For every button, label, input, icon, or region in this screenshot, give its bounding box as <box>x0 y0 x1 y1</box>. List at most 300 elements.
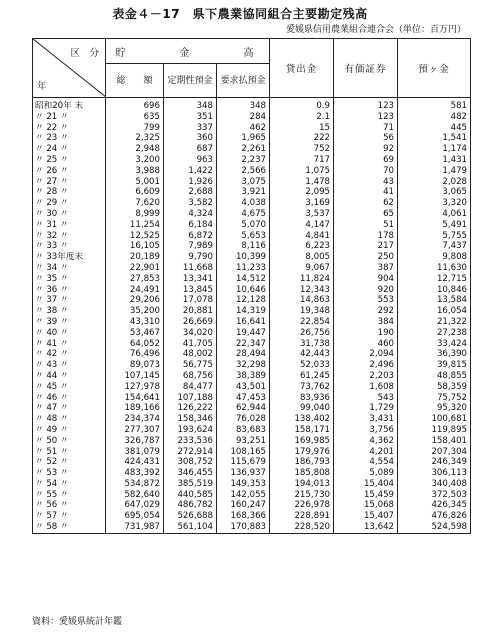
time-deposits-cell: 440,585 <box>164 490 217 501</box>
time-deposits-cell: 17,078 <box>164 295 217 306</box>
year-cell: 〃 23 〃 <box>33 133 106 144</box>
time-deposits-cell: 84,477 <box>164 382 217 393</box>
header-loans: 貸出金 <box>270 39 334 98</box>
loans-cell: 228,520 <box>270 522 334 533</box>
table-row <box>33 144 471 155</box>
loans-cell: 99,040 <box>270 403 334 414</box>
loans-cell: 26,756 <box>270 328 334 339</box>
demand-deposits-cell: 93,251 <box>217 436 270 447</box>
securities-cell: 2,203 <box>334 371 398 382</box>
due-from-banks-cell: 36,390 <box>398 349 471 360</box>
table-row <box>33 295 471 306</box>
loans-cell: 6,223 <box>270 241 334 252</box>
due-from-banks-cell: 3,320 <box>398 198 471 209</box>
time-deposits-cell: 308,752 <box>164 457 217 468</box>
time-deposits-cell: 526,688 <box>164 511 217 522</box>
table-row <box>33 220 471 231</box>
demand-deposits-cell: 5,653 <box>217 231 270 242</box>
year-cell: 〃 33 〃 <box>33 241 106 252</box>
demand-deposits-cell: 108,165 <box>217 447 270 458</box>
demand-deposits-cell: 19,447 <box>217 328 270 339</box>
table-row <box>33 112 471 123</box>
loans-cell: 3,537 <box>270 209 334 220</box>
loans-cell: 752 <box>270 144 334 155</box>
year-cell: 〃 21 〃 <box>33 112 106 123</box>
loans-cell: 228,891 <box>270 511 334 522</box>
year-cell: 〃 27 〃 <box>33 177 106 188</box>
demand-deposits-cell: 348 <box>217 98 270 112</box>
year-cell: 〃 34 〃 <box>33 263 106 274</box>
year-cell: 〃 28 〃 <box>33 187 106 198</box>
loans-cell: 1,075 <box>270 166 334 177</box>
year-cell: 〃 37 〃 <box>33 295 106 306</box>
loans-cell: 3,169 <box>270 198 334 209</box>
year-cell: 〃 43 〃 <box>33 360 106 371</box>
securities-cell: 3,431 <box>334 414 398 425</box>
demand-deposits-cell: 3,075 <box>217 177 270 188</box>
total-deposits-cell: 3,988 <box>106 166 164 177</box>
demand-deposits-cell: 14,512 <box>217 274 270 285</box>
securities-cell: 920 <box>334 285 398 296</box>
loans-cell: 14,863 <box>270 295 334 306</box>
loans-cell: 12,343 <box>270 285 334 296</box>
securities-cell: 15,407 <box>334 511 398 522</box>
loans-cell: 52,033 <box>270 360 334 371</box>
loans-cell: 138,402 <box>270 414 334 425</box>
table-row <box>33 457 471 468</box>
year-cell: 〃 50 〃 <box>33 436 106 447</box>
due-from-banks-cell: 426,345 <box>398 500 471 511</box>
loans-cell: 717 <box>270 155 334 166</box>
demand-deposits-cell: 462 <box>217 123 270 134</box>
time-deposits-cell: 41,705 <box>164 339 217 350</box>
due-from-banks-cell: 9,808 <box>398 252 471 263</box>
total-deposits-cell: 731,987 <box>106 522 164 533</box>
total-deposits-cell: 326,787 <box>106 436 164 447</box>
due-from-banks-cell: 12,715 <box>398 274 471 285</box>
time-deposits-cell: 20,881 <box>164 306 217 317</box>
time-deposits-cell: 6,184 <box>164 220 217 231</box>
securities-cell: 71 <box>334 123 398 134</box>
time-deposits-cell: 48,002 <box>164 349 217 360</box>
due-from-banks-cell: 58,359 <box>398 382 471 393</box>
loans-cell: 9,067 <box>270 263 334 274</box>
time-deposits-cell: 126,222 <box>164 403 217 414</box>
demand-deposits-cell: 170,883 <box>217 522 270 533</box>
due-from-banks-cell: 13,584 <box>398 295 471 306</box>
demand-deposits-cell: 2,237 <box>217 155 270 166</box>
total-deposits-cell: 35,200 <box>106 306 164 317</box>
header-time-deposits: 定期性預金 <box>164 64 217 98</box>
demand-deposits-cell: 5,070 <box>217 220 270 231</box>
year-cell: 〃 55 〃 <box>33 490 106 501</box>
total-deposits-cell: 3,200 <box>106 155 164 166</box>
due-from-banks-cell: 445 <box>398 123 471 134</box>
year-cell: 〃 53 〃 <box>33 468 106 479</box>
due-from-banks-cell: 476,826 <box>398 511 471 522</box>
table-row <box>33 371 471 382</box>
time-deposits-cell: 963 <box>164 155 217 166</box>
total-deposits-cell: 483,392 <box>106 468 164 479</box>
time-deposits-cell: 193,624 <box>164 425 217 436</box>
time-deposits-cell: 11,668 <box>164 263 217 274</box>
due-from-banks-cell: 1,174 <box>398 144 471 155</box>
demand-deposits-cell: 83,683 <box>217 425 270 436</box>
year-cell: 〃 35 〃 <box>33 274 106 285</box>
year-cell: 〃 40 〃 <box>33 328 106 339</box>
year-cell: 〃 48 〃 <box>33 414 106 425</box>
loans-cell: 4,147 <box>270 220 334 231</box>
table-row <box>33 339 471 350</box>
total-deposits-cell: 5,001 <box>106 177 164 188</box>
total-deposits-cell: 27,853 <box>106 274 164 285</box>
demand-deposits-cell: 284 <box>217 112 270 123</box>
due-from-banks-cell: 33,424 <box>398 339 471 350</box>
loans-cell: 73,762 <box>270 382 334 393</box>
securities-cell: 384 <box>334 317 398 328</box>
due-from-banks-cell: 2,028 <box>398 177 471 188</box>
due-from-banks-cell: 246,349 <box>398 457 471 468</box>
header-year: 年 <box>37 81 47 92</box>
footnote-source: 資料：愛媛県統計年鑑 <box>32 617 123 627</box>
due-from-banks-cell: 207,304 <box>398 447 471 458</box>
total-deposits-cell: 154,641 <box>106 393 164 404</box>
demand-deposits-cell: 32,298 <box>217 360 270 371</box>
securities-cell: 51 <box>334 220 398 231</box>
demand-deposits-cell: 149,353 <box>217 479 270 490</box>
loans-cell: 179,976 <box>270 447 334 458</box>
total-deposits-cell: 22,901 <box>106 263 164 274</box>
time-deposits-cell: 26,669 <box>164 317 217 328</box>
demand-deposits-cell: 10,646 <box>217 285 270 296</box>
table-row <box>33 285 471 296</box>
due-from-banks-cell: 100,681 <box>398 414 471 425</box>
header-due-from-banks: 預ヶ金 <box>398 39 471 98</box>
demand-deposits-cell: 28,494 <box>217 349 270 360</box>
securities-cell: 56 <box>334 133 398 144</box>
year-cell: 〃 29 〃 <box>33 198 106 209</box>
time-deposits-cell: 3,582 <box>164 198 217 209</box>
loans-cell: 42,443 <box>270 349 334 360</box>
loans-cell: 19,348 <box>270 306 334 317</box>
securities-cell: 70 <box>334 166 398 177</box>
due-from-banks-cell: 7,437 <box>398 241 471 252</box>
table-row <box>33 209 471 220</box>
due-from-banks-cell: 75,752 <box>398 393 471 404</box>
table-row <box>33 328 471 339</box>
total-deposits-cell: 8,999 <box>106 209 164 220</box>
total-deposits-cell: 53,467 <box>106 328 164 339</box>
time-deposits-cell: 687 <box>164 144 217 155</box>
table-row <box>33 252 471 263</box>
year-cell: 〃 42 〃 <box>33 349 106 360</box>
table-title: 表金４－17 県下農業協同組合主要勘定残高 <box>112 7 368 21</box>
due-from-banks-cell: 1,541 <box>398 133 471 144</box>
year-cell: 〃 58 〃 <box>33 522 106 533</box>
loans-cell: 215,730 <box>270 490 334 501</box>
year-cell: 〃 36 〃 <box>33 285 106 296</box>
year-cell: 〃 54 〃 <box>33 479 106 490</box>
securities-cell: 387 <box>334 263 398 274</box>
due-from-banks-cell: 5,755 <box>398 231 471 242</box>
table-row <box>33 123 471 134</box>
securities-cell: 217 <box>334 241 398 252</box>
due-from-banks-cell: 306,113 <box>398 468 471 479</box>
time-deposits-cell: 360 <box>164 133 217 144</box>
demand-deposits-cell: 4,038 <box>217 198 270 209</box>
loans-cell: 15 <box>270 123 334 134</box>
total-deposits-cell: 695,054 <box>106 511 164 522</box>
total-deposits-cell: 277,307 <box>106 425 164 436</box>
table-row <box>33 98 471 112</box>
demand-deposits-cell: 2,261 <box>217 144 270 155</box>
demand-deposits-cell: 142,055 <box>217 490 270 501</box>
source-unit-note: 愛媛県信用農業組合連合会（単位：百万円） <box>285 25 466 35</box>
securities-cell: 15,404 <box>334 479 398 490</box>
due-from-banks-cell: 21,322 <box>398 317 471 328</box>
year-cell: 〃 33年度末 <box>33 252 106 263</box>
demand-deposits-cell: 76,028 <box>217 414 270 425</box>
time-deposits-cell: 337 <box>164 123 217 134</box>
year-cell: 昭和20年 末 <box>33 98 106 112</box>
year-cell: 〃 47 〃 <box>33 403 106 414</box>
table-body <box>33 98 471 534</box>
total-deposits-cell: 2,948 <box>106 144 164 155</box>
year-cell: 〃 22 〃 <box>33 123 106 134</box>
table-row <box>33 263 471 274</box>
table-row <box>33 306 471 317</box>
time-deposits-cell: 272,914 <box>164 447 217 458</box>
loans-cell: 31,738 <box>270 339 334 350</box>
year-cell: 〃 31 〃 <box>33 220 106 231</box>
year-cell: 〃 38 〃 <box>33 306 106 317</box>
table-row <box>33 187 471 198</box>
total-deposits-cell: 635 <box>106 112 164 123</box>
due-from-banks-cell: 16,054 <box>398 306 471 317</box>
table-row <box>33 177 471 188</box>
due-from-banks-cell: 1,479 <box>398 166 471 177</box>
year-cell: 〃 39 〃 <box>33 317 106 328</box>
time-deposits-cell: 6,872 <box>164 231 217 242</box>
year-cell: 〃 46 〃 <box>33 393 106 404</box>
header-kubun: 区 分 <box>70 48 99 59</box>
due-from-banks-cell: 372,503 <box>398 490 471 501</box>
time-deposits-cell: 348 <box>164 98 217 112</box>
header-deposits: 貯 金 高 <box>106 39 270 64</box>
table-row <box>33 155 471 166</box>
loans-cell: 61,245 <box>270 371 334 382</box>
total-deposits-cell: 381,079 <box>106 447 164 458</box>
demand-deposits-cell: 3,921 <box>217 187 270 198</box>
table-row <box>33 241 471 252</box>
total-deposits-cell: 76,496 <box>106 349 164 360</box>
total-deposits-cell: 424,431 <box>106 457 164 468</box>
securities-cell: 62 <box>334 198 398 209</box>
year-cell: 〃 24 〃 <box>33 144 106 155</box>
time-deposits-cell: 1,926 <box>164 177 217 188</box>
time-deposits-cell: 13,845 <box>164 285 217 296</box>
securities-cell: 69 <box>334 155 398 166</box>
securities-cell: 1,729 <box>334 403 398 414</box>
table-row <box>33 490 471 501</box>
loans-cell: 22,854 <box>270 317 334 328</box>
securities-cell: 250 <box>334 252 398 263</box>
securities-cell: 904 <box>334 274 398 285</box>
demand-deposits-cell: 14,319 <box>217 306 270 317</box>
total-deposits-cell: 799 <box>106 123 164 134</box>
loans-cell: 185,808 <box>270 468 334 479</box>
total-deposits-cell: 189,166 <box>106 403 164 414</box>
year-cell: 〃 49 〃 <box>33 425 106 436</box>
securities-cell: 190 <box>334 328 398 339</box>
demand-deposits-cell: 62,944 <box>217 403 270 414</box>
header-kubun-cell <box>33 39 106 98</box>
time-deposits-cell: 158,346 <box>164 414 217 425</box>
year-cell: 〃 32 〃 <box>33 231 106 242</box>
due-from-banks-cell: 3,065 <box>398 187 471 198</box>
year-cell: 〃 30 〃 <box>33 209 106 220</box>
loans-cell: 186,793 <box>270 457 334 468</box>
year-cell: 〃 25 〃 <box>33 155 106 166</box>
time-deposits-cell: 9,790 <box>164 252 217 263</box>
securities-cell: 15,068 <box>334 500 398 511</box>
demand-deposits-cell: 1,965 <box>217 133 270 144</box>
table-row <box>33 274 471 285</box>
demand-deposits-cell: 10,399 <box>217 252 270 263</box>
time-deposits-cell: 561,104 <box>164 522 217 533</box>
table-row <box>33 231 471 242</box>
securities-cell: 4,554 <box>334 457 398 468</box>
year-cell: 〃 44 〃 <box>33 371 106 382</box>
securities-cell: 553 <box>334 295 398 306</box>
time-deposits-cell: 4,324 <box>164 209 217 220</box>
due-from-banks-cell: 27,238 <box>398 328 471 339</box>
time-deposits-cell: 385,519 <box>164 479 217 490</box>
demand-deposits-cell: 136,937 <box>217 468 270 479</box>
demand-deposits-cell: 22,347 <box>217 339 270 350</box>
loans-cell: 11,824 <box>270 274 334 285</box>
demand-deposits-cell: 168,366 <box>217 511 270 522</box>
table-row <box>33 360 471 371</box>
total-deposits-cell: 11,254 <box>106 220 164 231</box>
due-from-banks-cell: 39,815 <box>398 360 471 371</box>
securities-cell: 123 <box>334 112 398 123</box>
demand-deposits-cell: 11,233 <box>217 263 270 274</box>
table-row <box>33 522 471 533</box>
demand-deposits-cell: 8,116 <box>217 241 270 252</box>
time-deposits-cell: 233,536 <box>164 436 217 447</box>
year-cell: 〃 41 〃 <box>33 339 106 350</box>
due-from-banks-cell: 581 <box>398 98 471 112</box>
loans-cell: 83,936 <box>270 393 334 404</box>
total-deposits-cell: 647,029 <box>106 500 164 511</box>
total-deposits-cell: 89,073 <box>106 360 164 371</box>
loans-cell: 222 <box>270 133 334 144</box>
table-row <box>33 393 471 404</box>
table-row <box>33 414 471 425</box>
year-cell: 〃 56 〃 <box>33 500 106 511</box>
securities-cell: 15,459 <box>334 490 398 501</box>
header-total: 総 額 <box>106 64 164 98</box>
total-deposits-cell: 6,609 <box>106 187 164 198</box>
securities-cell: 123 <box>334 98 398 112</box>
table-row <box>33 133 471 144</box>
due-from-banks-cell: 1,431 <box>398 155 471 166</box>
due-from-banks-cell: 11,630 <box>398 263 471 274</box>
demand-deposits-cell: 38,389 <box>217 371 270 382</box>
due-from-banks-cell: 119,895 <box>398 425 471 436</box>
demand-deposits-cell: 16,641 <box>217 317 270 328</box>
securities-cell: 65 <box>334 209 398 220</box>
table-row <box>33 198 471 209</box>
total-deposits-cell: 107,145 <box>106 371 164 382</box>
due-from-banks-cell: 48,855 <box>398 371 471 382</box>
total-deposits-cell: 43,310 <box>106 317 164 328</box>
year-cell: 〃 57 〃 <box>33 511 106 522</box>
table-row <box>33 436 471 447</box>
demand-deposits-cell: 115,679 <box>217 457 270 468</box>
time-deposits-cell: 486,782 <box>164 500 217 511</box>
total-deposits-cell: 29,206 <box>106 295 164 306</box>
table-row <box>33 468 471 479</box>
table-row <box>33 447 471 458</box>
securities-cell: 41 <box>334 187 398 198</box>
securities-cell: 2,496 <box>334 360 398 371</box>
table-row <box>33 403 471 414</box>
time-deposits-cell: 351 <box>164 112 217 123</box>
total-deposits-cell: 127,978 <box>106 382 164 393</box>
header-securities: 有価証券 <box>334 39 398 98</box>
time-deposits-cell: 68,756 <box>164 371 217 382</box>
time-deposits-cell: 1,422 <box>164 166 217 177</box>
table-row <box>33 511 471 522</box>
due-from-banks-cell: 340,408 <box>398 479 471 490</box>
due-from-banks-cell: 4,061 <box>398 209 471 220</box>
securities-cell: 178 <box>334 231 398 242</box>
year-cell: 〃 45 〃 <box>33 382 106 393</box>
securities-cell: 92 <box>334 144 398 155</box>
total-deposits-cell: 12,525 <box>106 231 164 242</box>
demand-deposits-cell: 4,675 <box>217 209 270 220</box>
demand-deposits-cell: 2,566 <box>217 166 270 177</box>
due-from-banks-cell: 482 <box>398 112 471 123</box>
time-deposits-cell: 56,775 <box>164 360 217 371</box>
demand-deposits-cell: 12,128 <box>217 295 270 306</box>
table-row <box>33 479 471 490</box>
securities-cell: 543 <box>334 393 398 404</box>
table-row <box>33 425 471 436</box>
due-from-banks-cell: 158,401 <box>398 436 471 447</box>
time-deposits-cell: 107,188 <box>164 393 217 404</box>
time-deposits-cell: 34,020 <box>164 328 217 339</box>
year-cell: 〃 26 〃 <box>33 166 106 177</box>
demand-deposits-cell: 43,501 <box>217 382 270 393</box>
time-deposits-cell: 7,989 <box>164 241 217 252</box>
due-from-banks-cell: 524,598 <box>398 522 471 533</box>
total-deposits-cell: 7,620 <box>106 198 164 209</box>
loans-cell: 1,478 <box>270 177 334 188</box>
securities-cell: 460 <box>334 339 398 350</box>
securities-cell: 4,201 <box>334 447 398 458</box>
loans-cell: 169,985 <box>270 436 334 447</box>
table-row <box>33 500 471 511</box>
loans-cell: 226,978 <box>270 500 334 511</box>
securities-cell: 1,608 <box>334 382 398 393</box>
total-deposits-cell: 20,189 <box>106 252 164 263</box>
table-row <box>33 349 471 360</box>
securities-cell: 3,756 <box>334 425 398 436</box>
total-deposits-cell: 534,872 <box>106 479 164 490</box>
